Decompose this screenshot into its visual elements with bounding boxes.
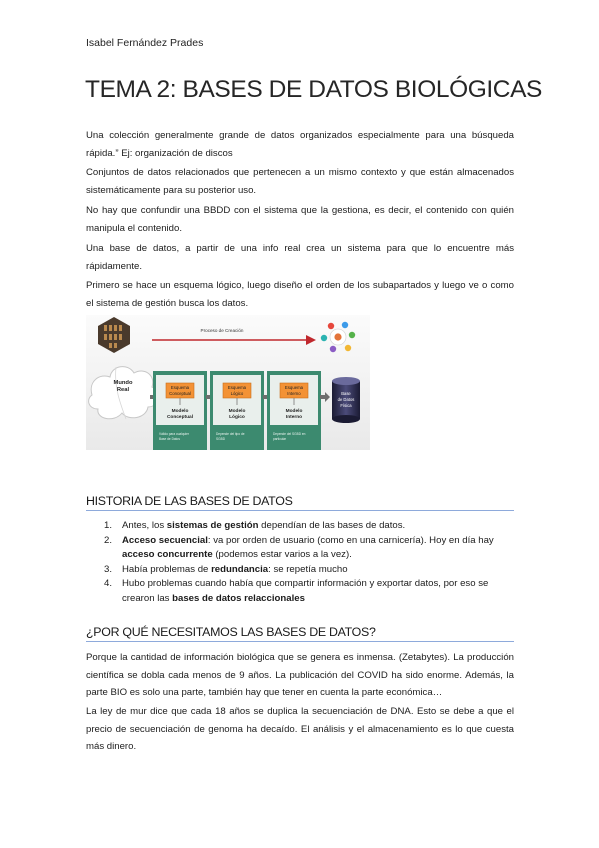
model-conceptual-line1: Modelo [171, 409, 189, 414]
database-label-line2: de Datos [337, 397, 355, 402]
database-label-line1: Base [341, 391, 351, 396]
list-item-text: dependían de las bases de datos. [258, 520, 406, 531]
header-author: Isabel Fernández Prades [86, 37, 204, 49]
list-item-bold-text: acceso concurrente [122, 549, 213, 561]
list-item-number: 4. [104, 578, 113, 590]
list-item-text: : se repetía mucho [268, 563, 348, 575]
section-heading-history: HISTORIA DE LAS BASES DE DATOS [86, 494, 514, 511]
list-item-bold-text: bases de datos relaccionales [172, 592, 305, 604]
note-logical-line1: Depende del tipo de [216, 432, 245, 436]
note-conceptual-line2: Base de Datos [159, 437, 180, 441]
real-world-label-line1: Mundo [113, 380, 133, 386]
list-item-number: 2. [104, 534, 113, 546]
list-item-text: Había problemas de [122, 563, 212, 575]
note-internal-line2: particular [273, 437, 287, 441]
history-list-item [86, 534, 514, 563]
list-item-number: 1. [104, 520, 113, 531]
intro-paragraph-4: Una base de datos, a partir de una info real crea un sistema para que lo encuentre más rápidamente. [86, 243, 514, 272]
why-paragraph-1: Porque la cantidad de información biológica que se genera es inmensa. (Zetabytes). La producción científica se dobla cada menos de 9 años. La publicación del COVID ha sido enorme. Además, la parte BIO es solo una parte, también hay que tener en cuenta la parte económica… [86, 652, 514, 698]
history-list-item [86, 577, 514, 606]
intro-paragraph-1: Una colección generalmente grande de datos organizados especialmente para una búsqueda rápida.” Ej: organización de discos [86, 130, 514, 159]
page-title: TEMA 2: BASES DE DATOS BIOLÓGICAS [85, 76, 542, 103]
note-logical-line2: SGBD [216, 437, 226, 441]
database-label-line3: Física [340, 403, 352, 408]
list-item-text: : va por orden de usuario (como en una carnicería). Hoy en día hay [207, 534, 494, 546]
list-item-text: (podemos estar varios a la vez). [212, 549, 352, 561]
history-list-item [86, 563, 514, 578]
model-internal-line2: Interno [285, 415, 303, 420]
intro-paragraph-2: Conjuntos de datos relacionados que pertenecen a un mismo contexto y que están almacenados sistemáticamente para su posterior uso. [86, 167, 514, 196]
intro-paragraph-5: Primero se hace un esquema lógico, luego diseño el orden de los subapartados y luego ve o como el sistema de gestión busca los datos. [86, 280, 514, 309]
list-item-text: Antes, los [122, 520, 167, 531]
note-internal-line1: Depende del SGBD en [273, 432, 306, 436]
note-conceptual-line1: Válido para cualquier [159, 432, 189, 436]
list-item-text: Hubo problemas cuando había que compartir información y exportar datos, por eso se crearon las [122, 578, 489, 604]
process-label: Proceso de Creación [200, 328, 244, 333]
schema-logical-line1: Esquema [227, 385, 247, 390]
stage-logical [210, 371, 264, 450]
model-internal-line1: Modelo [285, 409, 303, 414]
stage-internal [267, 371, 321, 450]
stage-conceptual [153, 371, 207, 450]
intro-paragraph-3: No hay que confundir una BBDD con el sistema que la gestiona, es decir, el contenido con quién manipula el contenido. [86, 205, 514, 234]
model-logical-line2: Lógico [229, 415, 245, 420]
why-paragraph-2: La ley de mur dice que cada 18 años se duplica la secuenciación de DNA. Esto se debe a que el precio de secuenciación de genoma ha decaído. El análisis y el almacenamiento es lo que cuesta más dinero. [86, 706, 514, 752]
real-world-label-line2: Real [116, 387, 130, 393]
schema-conceptual-line1: Esquema [170, 385, 190, 390]
history-list [86, 519, 514, 607]
list-item-bold-text: redundancia [211, 563, 269, 575]
history-list-item [86, 519, 514, 534]
section-heading-why: ¿POR QUÉ NECESITAMOS LAS BASES DE DATOS? [86, 625, 514, 642]
database-creation-diagram [86, 315, 370, 450]
schema-conceptual-line2: Conceptual [169, 391, 191, 396]
model-conceptual-line2: Conceptual [166, 415, 194, 420]
schema-internal-line1: Esquema [284, 385, 304, 390]
model-logical-line1: Modelo [228, 409, 246, 414]
list-item-bold-text: Acceso secuencial [122, 534, 208, 546]
list-item-bold-text: sistemas de gestión [166, 520, 259, 531]
list-item-number: 3. [104, 563, 113, 575]
schema-internal-line2: Interno [287, 391, 301, 396]
schema-logical-line2: Lógico [230, 391, 244, 396]
